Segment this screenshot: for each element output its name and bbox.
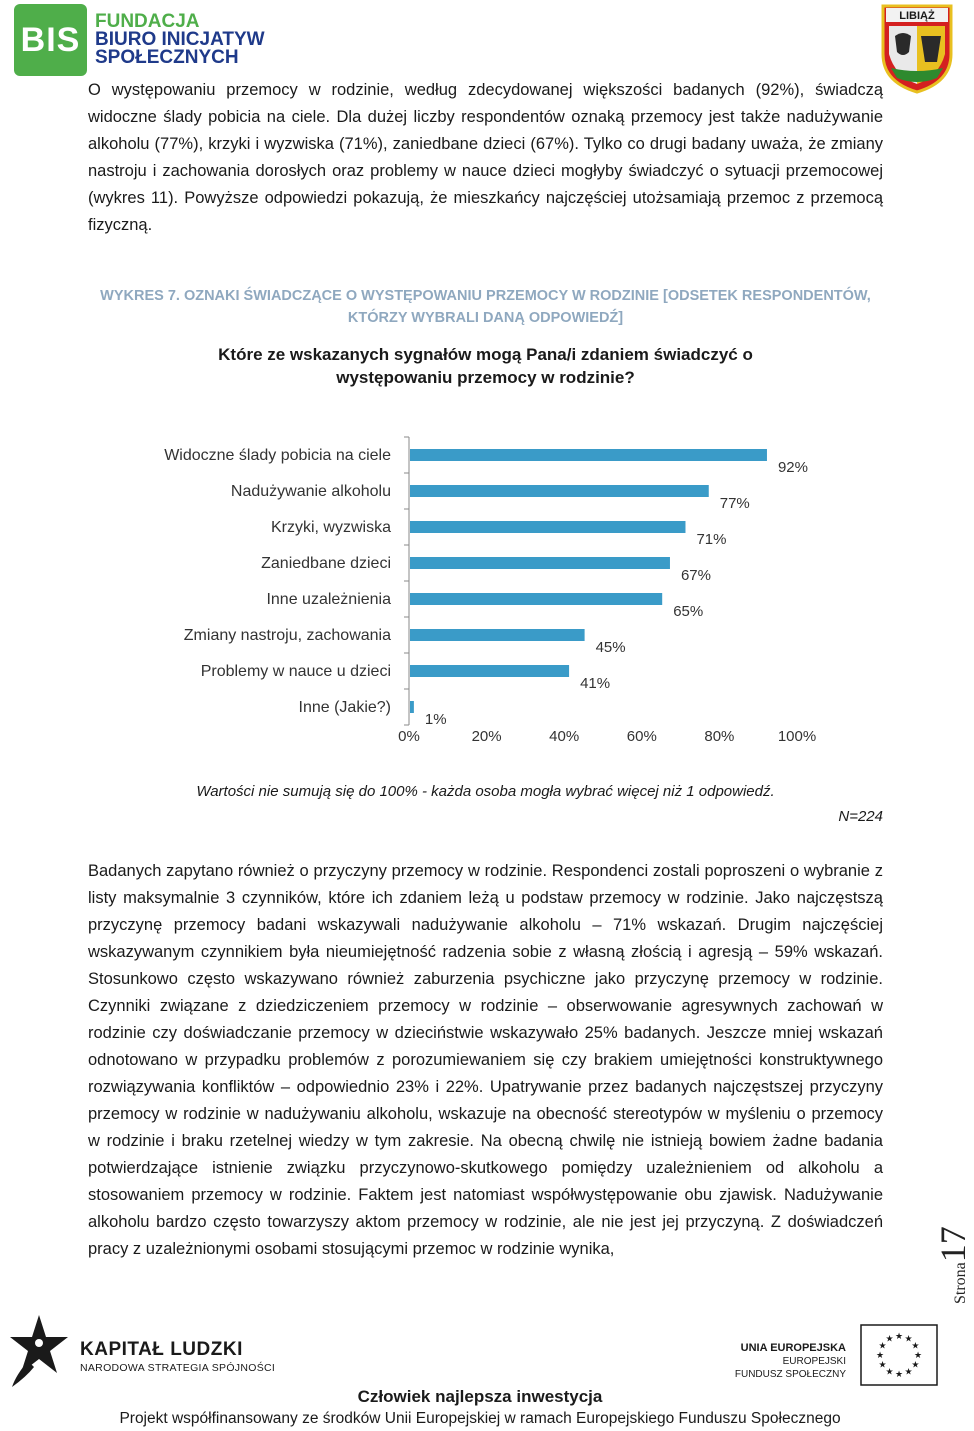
eu-star-icon: ★ [911, 1340, 920, 1351]
kapital-ludzki-subtitle: NARODOWA STRATEGIA SPÓJNOŚCI [80, 1362, 276, 1374]
x-tick-label: 0% [398, 728, 420, 745]
value-label: 65% [673, 603, 704, 620]
x-tick-label: 60% [626, 728, 657, 745]
kapital-ludzki-logo [8, 1313, 288, 1393]
chart-note: Wartości nie sumują się do 100% - każda osoba mogła wybrać więcej niż 1 odpowiedź. [196, 783, 775, 800]
page-number-value: 17 [933, 1226, 973, 1263]
foundation-name-line3: SPOŁECZNYCH [95, 47, 239, 68]
value-label: 1% [424, 711, 447, 728]
page-number-label: Strona [952, 1262, 969, 1304]
eu-star-icon: ★ [885, 1366, 894, 1377]
footer-slogan: Człowiek najlepsza inwestycja [357, 1387, 603, 1406]
eu-star-icon: ★ [911, 1359, 920, 1370]
kapital-ludzki-star-icon [8, 1313, 70, 1389]
kapital-ludzki-title: KAPITAŁ LUDZKI [80, 1339, 243, 1360]
value-label: 77% [719, 495, 750, 512]
eu-line1: UNIA EUROPEJSKA [740, 1342, 846, 1354]
category-label: Nadużywanie alkoholu [230, 483, 391, 500]
category-label: Zaniedbane dzieci [261, 555, 391, 572]
category-label: Widoczne ślady pobicia na ciele [164, 447, 391, 464]
eu-star-icon: ★ [894, 1369, 904, 1379]
bis-logo-mark: BIS [14, 4, 87, 76]
eu-star-icon: ★ [885, 1333, 894, 1344]
chart-caption-line1: WYKRES 7. OZNAKI ŚWIADCZĄCE O WYSTĘPOWANIU PRZEMOCY W RODZINIE [ODSETEK RESPONDENTÓW, [100, 288, 871, 304]
category-label: Inne (Jakie?) [298, 699, 391, 716]
eu-star-icon: ★ [913, 1350, 923, 1360]
chart-question-line1: Które ze wskazanych sygnałów mogą Pana/i zdaniem świadczyć o [218, 345, 753, 364]
x-tick-label: 20% [471, 728, 502, 745]
eu-line2: EUROPEJSKI [782, 1356, 846, 1367]
bar [410, 521, 685, 533]
eu-flag-icon [860, 1324, 938, 1386]
eu-star-icon: ★ [875, 1350, 885, 1360]
eu-logo [720, 1318, 956, 1393]
value-label: 41% [580, 675, 611, 692]
bar [410, 485, 709, 497]
value-label: 45% [595, 639, 626, 656]
value-label: 67% [680, 567, 711, 584]
bar [410, 557, 670, 569]
page-number [912, 1200, 973, 1304]
category-label: Problemy w nauce u dzieci [200, 663, 391, 680]
eu-star-icon: ★ [894, 1331, 904, 1341]
eu-star-icon: ★ [878, 1359, 887, 1370]
eu-star-icon: ★ [904, 1333, 913, 1344]
x-tick-label: 100% [777, 728, 817, 745]
bar [410, 593, 662, 605]
bar [410, 449, 767, 461]
eu-star-icon: ★ [878, 1340, 887, 1351]
sample-size: N=224 [838, 808, 883, 825]
x-tick-label: 40% [549, 728, 580, 745]
eu-star-icon: ★ [904, 1366, 913, 1377]
footer-project-note: Projekt współfinansowany ze środków Unii Europejskiej w ramach Europejskiego Funduszu Społecznego [119, 1410, 841, 1427]
eu-line3: FUNDUSZ SPOŁECZNY [734, 1369, 846, 1380]
chart-caption-line2: KTÓRZY WYBRALI DANĄ ODPOWIEDŹ] [347, 310, 624, 326]
intro-paragraph: O występowaniu przemocy w rodzinie, według zdecydowanej większości badanych (92%), świadczą widoczne ślady pobicia na ciele. Dla dużej liczby respondentów oznaką przemocy jest także nadużywanie alkoholu (77%), krzyki i wyzwiska (71%), zaniedbane dzieci (67%). Tylko co drugi badany uważa, że zmiany nastroju i zachowania dorosłych oraz problemy w nauce dzieci mogłyby świadczyć o sytuacji przemocowej (wykres 11). Powyższe odpowiedzi pokazują, że mieszkańcy najczęściej utożsamiają przemoc z przemocą fizyczną. [88, 81, 883, 234]
foundation-name-line2: BIURO INICJATYW [95, 29, 265, 50]
bar [410, 701, 414, 713]
value-label: 71% [696, 531, 727, 548]
crest-text: LIBIĄŻ [899, 10, 935, 22]
value-label: 92% [777, 459, 808, 476]
category-label: Zmiany nastroju, zachowania [183, 627, 391, 644]
x-tick-label: 80% [704, 728, 735, 745]
category-label: Krzyki, wyzwiska [270, 519, 391, 536]
bar [410, 665, 569, 677]
category-label: Inne uzależnienia [266, 591, 391, 608]
causes-paragraph: Badanych zapytano również o przyczyny przemocy w rodzinie. Respondenci zostali poproszeni o wybranie z listy maksymalnie 3 czynników, które ich zdaniem leżą u podstaw przemocy w rodzinie. Jako najczęstszą przyczynę przemocy badani wskazywali nadużywanie alkoholu – 71% wskazań. Drugim najczęściej wskazywanym czynnikiem była nieumiejętność radzenia sobie z własną złością i agresją – 59% wskazań. Stosunkowo często wskazywano również zaburzenia psychiczne jako przyczynę przemocy w rodzinie. Czynniki związane z dziedziczeniem przemocy w rodzinie – obserwowanie agresywnych zachowań w rodzinie czy doświadczanie przemocy w dzieciństwie wskazywało 25% badanych. Jeszcze mniej wskazań odnotowano w przypadku problemów z porozumiewaniem się czy brakiem umiejętności konstruktywnego rozwiązywania konfliktów – odpowiednio 23% i 22%. Upatrywanie przez badanych najczęstszej przyczyny przemocy w rodzinie w nadużywaniu alkoholu, wskazuje na obecność stereotypów w myśleniu o przemocy w rodzinie i braku rzetelnej wiedzy w tym zakresie. Na obecną chwilę nie istnieją bowiem żadne badania potwierdzające istnienie związku przyczynowo-skutkowego pomiędzy uzależnieniem od alkoholu a stosowaniem przemocy w rodzinie. Faktem jest natomiast współwystępowanie obu zjawisk. Nadużywanie alkoholu bardzo często towarzyszy aktom przemocy w rodzinie, ale nie jest jej przyczyną. Z doświadczeń pracy z uzależnionymi osobami stosującymi przemoc w rodzinie wynika, [88, 862, 883, 1258]
bar [410, 629, 585, 641]
foundation-name-line1: FUNDACJA [95, 11, 200, 32]
chart-question-line2: występowaniu przemocy w rodzinie? [336, 368, 635, 387]
